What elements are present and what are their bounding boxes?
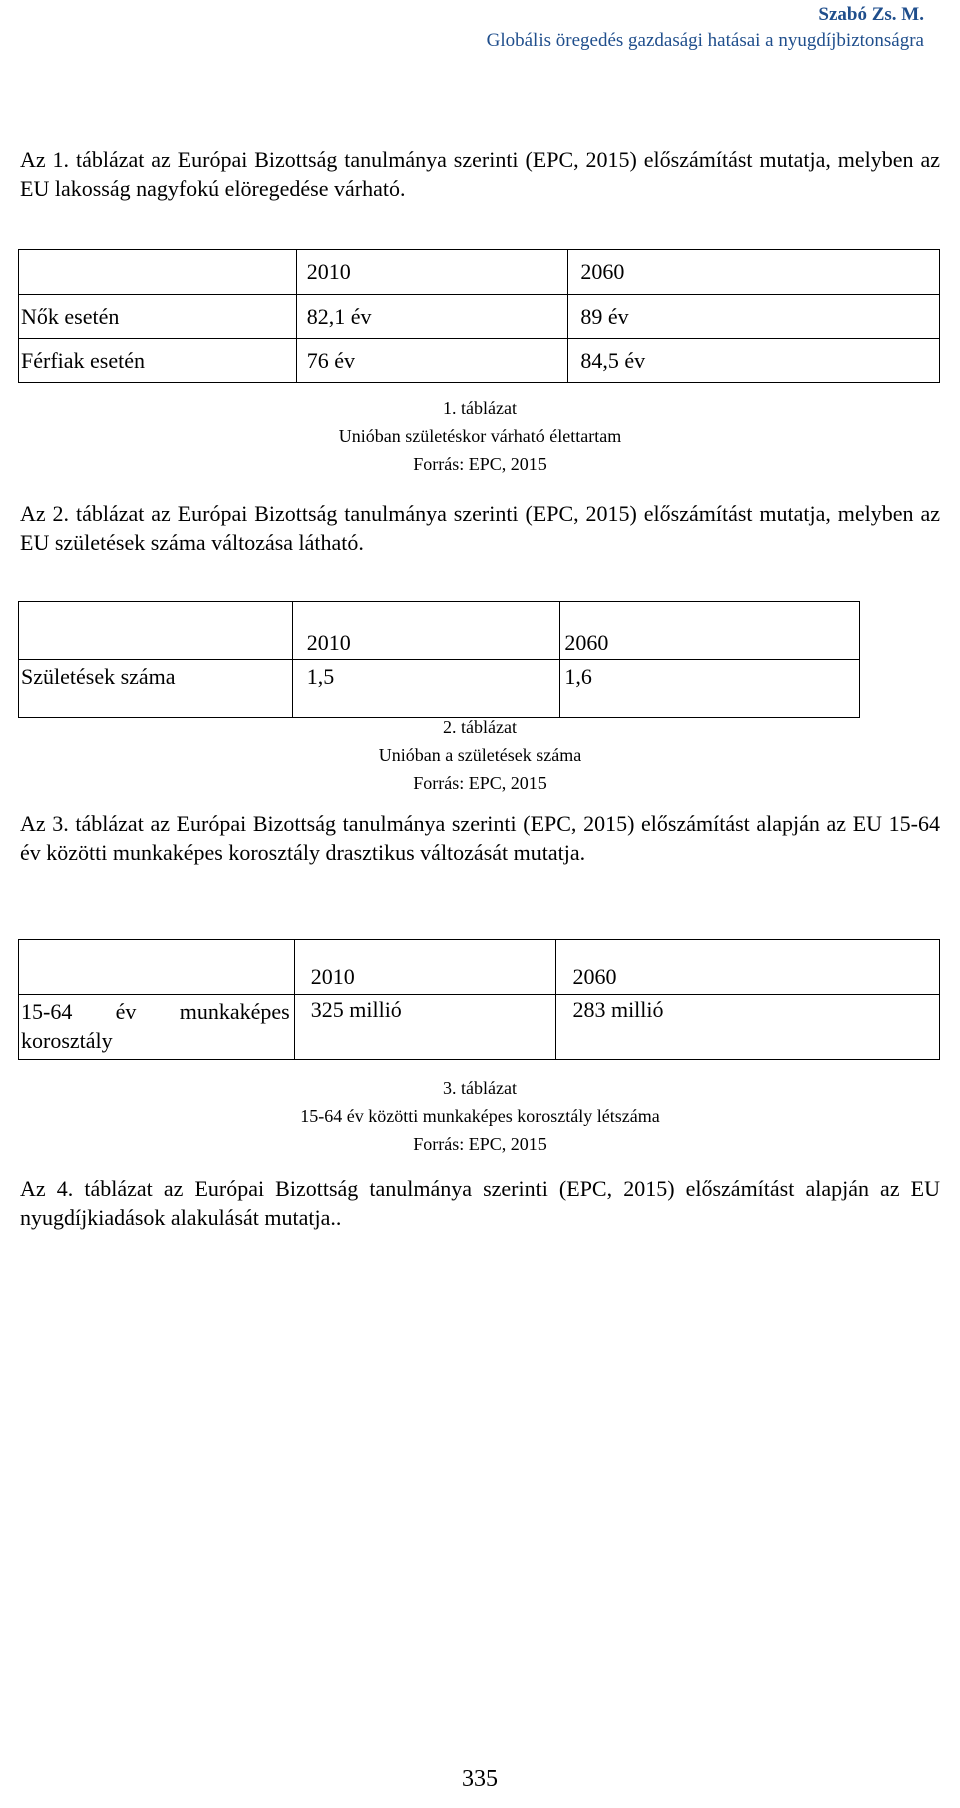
table2-caption-number: 2. táblázat [443, 717, 517, 737]
table2-caption-source: Forrás: EPC, 2015 [413, 773, 547, 793]
table1-caption-title: Unióban születéskor várható élettartam [338, 426, 622, 446]
table1-header-2060: 2060 [568, 250, 940, 295]
header-title: Globális öregedés gazdasági hatásai a nyugdíjbiztonságra [486, 30, 924, 51]
header-author: Szabó Zs. M. [818, 4, 924, 25]
table3-caption-number: 3. táblázat [443, 1078, 517, 1098]
table1-row-men-label: Férfiak esetén [19, 339, 297, 383]
table2-header-2060: 2060 [560, 602, 860, 660]
table1-header-2010: 2010 [296, 250, 568, 295]
table3-row-2010: 325 millió [294, 995, 556, 1060]
table3-header-2060: 2060 [556, 940, 940, 995]
table1-caption-number: 1. táblázat [443, 398, 517, 418]
table-life-expectancy [18, 249, 940, 383]
page-number: 335 [462, 1766, 498, 1792]
table3-caption-title: 15-64 év közötti munkaképes korosztály létszáma [300, 1106, 660, 1126]
table2-corner-cell [19, 602, 293, 660]
table2-header-2010: 2010 [292, 602, 560, 660]
table3-corner-cell [19, 940, 295, 995]
table3-caption-source: Forrás: EPC, 2015 [413, 1134, 547, 1154]
table1-row-women-2010: 82,1 év [296, 295, 568, 339]
table2-row-births-label: Születések száma [19, 660, 293, 718]
table2-caption-title: Unióban a születések száma [378, 745, 582, 765]
table1-row-women-2060: 89 év [568, 295, 940, 339]
table-working-age [18, 939, 940, 1060]
table3-header-2010: 2010 [294, 940, 556, 995]
table1-row-men-2060: 84,5 év [568, 339, 940, 383]
running-header [487, 2, 924, 54]
table1-caption [0, 394, 960, 478]
paragraph-intro-2: Az 2. táblázat az Európai Bizottság tanulmánya szerinti (EPC, 2015) előszámítást mutatja, melyben az EU születések száma változása látható. [20, 501, 940, 555]
table-births [18, 601, 860, 718]
table3-caption [0, 1074, 960, 1158]
paragraph-intro-1: Az 1. táblázat az Európai Bizottság tanulmánya szerinti (EPC, 2015) előszámítást mutatja, melyben az EU lakosság nagyfokú elöregedése várható. [20, 147, 940, 201]
table2-row-births-2060: 1,6 [560, 660, 860, 718]
table1-row-men-2010: 76 év [296, 339, 568, 383]
table1-corner-cell [19, 250, 297, 295]
table2-caption [0, 713, 960, 797]
paragraph-intro-3: Az 3. táblázat az Európai Bizottság tanulmánya szerinti (EPC, 2015) előszámítást alapján az EU 15-64 év közötti munkaképes korosztály drasztikus változását mutatja. [20, 811, 940, 865]
table1-row-women-label: Nők esetén [19, 295, 297, 339]
table3-row-2060: 283 millió [556, 995, 940, 1060]
table2-row-births-2010: 1,5 [292, 660, 560, 718]
table3-row-label: 15-64 év munkaképes korosztály [19, 995, 295, 1060]
paragraph-intro-4: Az 4. táblázat az Európai Bizottság tanulmánya szerinti (EPC, 2015) előszámítást alapján az EU nyugdíjkiadások alakulását mutatja.. [20, 1176, 940, 1230]
table1-caption-source: Forrás: EPC, 2015 [413, 454, 547, 474]
